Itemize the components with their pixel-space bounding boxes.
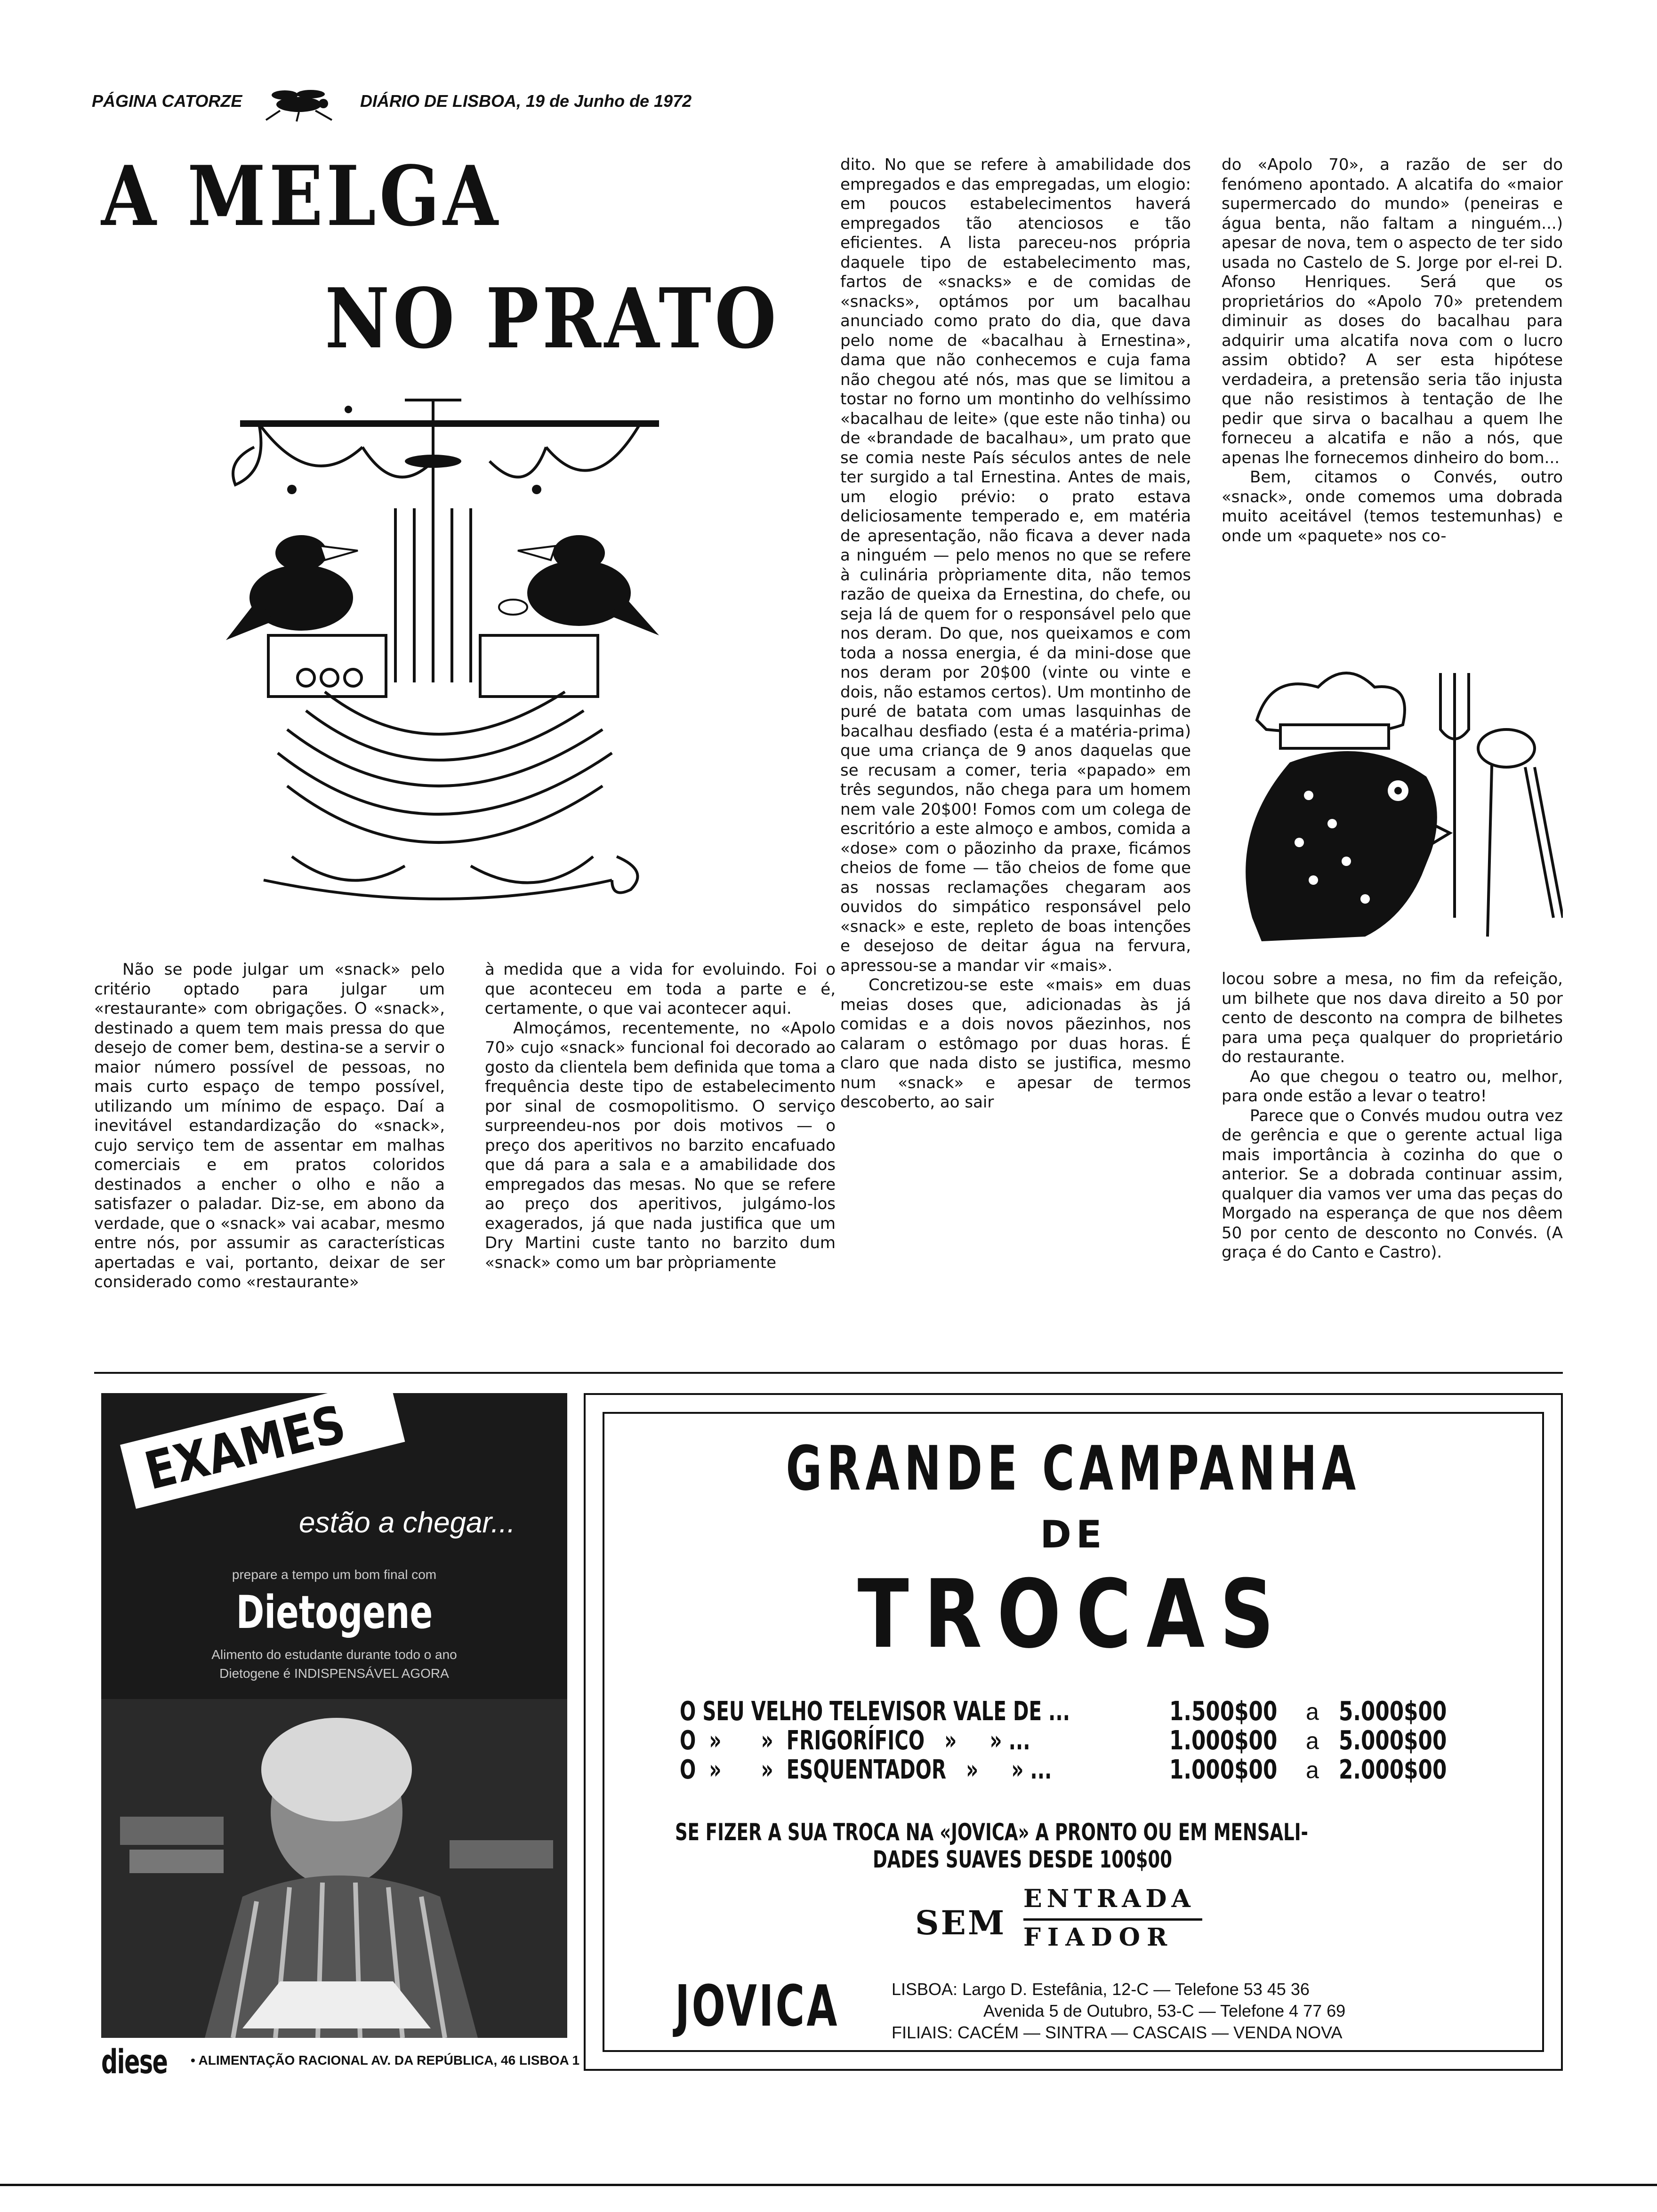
article-column-2 [485,960,836,1365]
article-headline [101,148,836,381]
paragraph: Parece que o Convés mudou outra vez de gerência e que o gerente actual liga mais importância à cozinha do que o anterior. Se a dobrada continuar assim, qualquer dia vamos ver uma das peças do Morgado na esperança de que nos dêem 50 por cento de desconto no Convés. (A graça é do Canto e Castro). [1222,1106,1563,1262]
ad-inner-frame [603,1412,1544,2052]
price-row: O » » FRIGORÍFICO » » ... 1.000$00 a 5.000$00 [680,1725,1447,1756]
article-column-3 [840,155,1191,1365]
address-line: LISBOA: Largo D. Estefânia, 12-C — Telefone 53 45 36 [892,1980,1310,1999]
headline-line-1: A MELGA [101,148,501,245]
jovica-addresses [892,1979,1345,2044]
jovica-ad [584,1393,1563,2071]
student-photo [101,1699,567,2038]
price-row: O » » ESQUENTADOR » » ... 1.000$00 a 2.000$00 [680,1755,1447,1785]
paragraph: do «Apolo 70», a razão de ser do fenómeno apontado. A alcatifa do «maior supermercado do mundo» (peneiras e água benta, não faltam a ninguém...) apesar de nova, tem o aspecto de ter sido usada no Castelo de S. Jorge por el-rei D. Afonso Henriques. Será que os proprietários do «Apolo 70» pretendem diminuir as doses do bacalhau para adquirir uma alcatifa nova com o lucro assim obtido? A ser esta hipótese verdadeira, a pretensão seria tão injusta que não resistimos à tentação de lhe pedir que sirva o bacalhau a quem lhe forneceu a alcatifa e não a nós, que apenas lhe fornecemos dinheiro do bom... [1222,155,1563,467]
paragraph: Almoçámos, recentemente, no «Apolo 70» cujo «snack» funcional foi decorado ao gosto da clientela bem definida que toma a frequência deste tipo de estabelecimento por sinal de cosmopolitismo. O serviço surpreendeu-nos por dois motivos — o preço dos aperitivos no barzito encafuado que dá para a sala e a amabilidade dos empregados das mesas. No que se refere ao preço dos aperitivos, julgámo-los exagerados, já que nada justifica que um Dry Martini custe tanto no barzito dum «snack» como um bar pròpriamente [485,1018,836,1272]
address-line: Avenida 5 de Outubro, 53-C — Telefone 4 77 69 [983,2001,1346,2020]
page-bottom-rule [0,2184,1657,2186]
paragraph: Concretizou-se este «mais» em duas meias doses que, adicionadas às já comidas e a dois novos pãezinhos, nos calaram o estômago por duas horas. É claro que nada disto se justifica, mesmo num «snack» e apesar de termos descoberto, ao sair [840,976,1191,1112]
paragraph: Ao que chegou o teatro ou, melhor, para onde estão a levar o teatro! [1222,1067,1563,1106]
paragraph: Não se pode julgar um «snack» pelo critério optado para julgar um «restaurante» com obrigações. O «snack», destinado a quem tem mais pressa do que desejo de comer bem, destina-se a servir o maior número possível de pessoas, no mais curto espaço de tempo possível, utilizando um mínimo de espaço. Daí a inevitável estandardização do «snack», cujo serviço tem de assentar em malhas comerciais e em pratos coloridos destinados a encher o olho e não a satisfazer o paladar. Diz-se, em abono da verdade, que o «snack» vai acabar, mesmo entre nós, por assumir as características apertadas e vai, portanto, deixar de ser considerado como «restaurante» [94,960,445,1291]
chef-bird-illustration [1224,654,1563,946]
campaign-title-trocas: TROCAS [857,1560,1289,1669]
tagline: estão a chegar... [299,1507,515,1539]
diese-address: • ALIMENTAÇÃO RACIONAL AV. DA REPÚBLICA, 46 LISBOA 1 [191,2053,580,2068]
sem-entrada-fiador: SEM ENTRADA FIADOR [915,1884,1245,1955]
article-column-1 [94,960,445,1365]
page-header [92,85,713,127]
paragraph: Bem, citamos o Convés, outro «snack», onde comemos uma dobrada muito aceitável (temos testemunhas) e onde um «paquete» nos co- [1222,468,1563,545]
campaign-title-de: DE [1040,1513,1107,1556]
ship-illustration [207,391,678,937]
dietogene-brand: Dietogene [236,1586,433,1639]
ad-text-line: Dietogene é INDISPENSÁVEL AGORA [219,1666,449,1681]
paragraph: à medida que a vida for evoluindo. Foi o que aconteceu em toda a parte e é, certamente, o que vai acontecer aqui. [485,960,836,1018]
jovica-brand: JOVICA [675,1974,839,2039]
address-line: FILIAIS: CACÉM — SINTRA — CASCAIS — VENDA NOVA [892,2023,1343,2042]
campaign-title: GRANDE CAMPANHA [786,1433,1361,1504]
exames-banner: EXAMES [120,1393,405,1509]
section-divider [94,1372,1563,1374]
price-row: O SEU VELHO TELEVISOR VALE DE ... 1.500$00 a 5.000$00 [680,1696,1447,1727]
diese-logo: diese [101,2043,168,2081]
page-label: PÁGINA CATORZE [92,91,242,111]
offer-text: SE FIZER A SUA TROCA NA «JOVICA» A PRONTO OU EM MENSALI- DADES SUAVES DESDE 100$00 [675,1819,1308,1873]
paragraph: dito. No que se refere à amabilidade dos empregados e das empregadas, um elogio: em poucos estabelecimentos haverá empregados tão atenciosos e tão eficientes. A lista pareceu-nos própria daquele tipo de estabelecimento mas, fartos de «snacks» e de comidas de «snacks», optámos por um bacalhau anunciado como prato do dia, que dava pelo nome de «bacalhau à Ernestina», dama que não conhecemos e cuja fama não chegou até nós, mas que se limitou a tostar no forno um montinho do velhíssimo «bacalhau de leite» (que este não tinha) ou de «brandade de bacalhau», um prato que se comia neste País séculos antes de nele ter surgido a tal Ernestina. Antes de mais, um elogio prévio: o prato estava deliciosamente temperado e, em matéria de apresentação, não ficava a dever nada a ninguém — pelo menos no que se refere à culinária pròpriamente dita, não temos razão de queixa da Ernestina, do chefe, ou seja lá de quem for o responsável pelo que nos deram. Do que, nos queixamos e com toda a nossa energia, é da mini-dose que nos deram por 20$00 (vinte ou vinte e dois, não estamos certos). Um montinho de puré de batata com umas lasquinhas de bacalhau desfiado (esta é a matéria-prima) que uma criança de 9 anos daquelas que se recusam a comer, teria «papado» em três segundos, não chega para um homem nem vale 20$00! Fomos com um colega de escritório a este almoço e ambos, comida a «dose» com o pãozinho da praxe, ficámos cheios de fome — tão cheios de fome que as nossas reclamações chegaram aos ouvidos do simpático responsável pelo «snack» e este, repleto de boas intenções e desejoso de deitar água na fervura, apressou-se a mandar vir «mais». [840,155,1191,975]
headline-line-2: NO PRATO [325,271,780,367]
dietogene-ad [101,1393,567,2038]
article-column-4-top [1222,155,1563,626]
ad-text-line: prepare a tempo um bom final com [232,1567,437,1582]
trade-price-table [680,1696,1508,1784]
paragraph: locou sobre a mesa, no fim da refeição, um bilhete que nos dava direito a 50 por cento de desconto na compra de bilhetes para uma peça qualquer do proprietário do restaurante. [1222,970,1563,1066]
fly-icon [252,85,346,122]
ad-text-line: Alimento do estudante durante todo o ano [211,1647,457,1662]
dietogene-ad-footer [101,2043,580,2081]
newspaper-date: DIÁRIO DE LISBOA, 19 de Junho de 1972 [360,91,692,111]
article-column-4-bottom [1222,970,1563,1365]
